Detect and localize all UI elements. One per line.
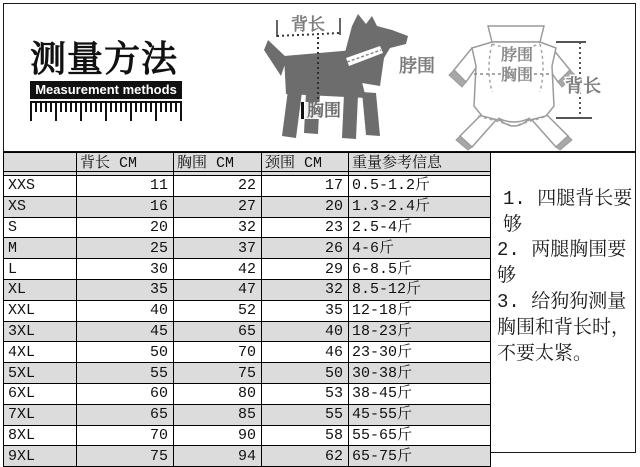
table-cell: 35 xyxy=(77,279,174,300)
table-cell: 38-45斤 xyxy=(349,383,491,404)
table-cell: 47 xyxy=(174,279,262,300)
table-row xyxy=(4,259,491,280)
table-cell: 50 xyxy=(262,363,349,384)
table-cell: 65 xyxy=(77,404,174,425)
table-cell: 22 xyxy=(174,176,262,197)
note-1: 1. 四腿背长要够 xyxy=(503,188,633,236)
table-row xyxy=(4,342,491,363)
table-cell: 1.3-2.4斤 xyxy=(349,196,491,217)
dog-diagram xyxy=(246,6,453,146)
table-row xyxy=(4,196,491,217)
table-cell: 94 xyxy=(174,446,262,467)
table-cell: 46 xyxy=(262,342,349,363)
table-cell: 6XL xyxy=(4,383,77,404)
table-cell: 30-38斤 xyxy=(349,363,491,384)
table-cell: 29 xyxy=(262,259,349,280)
size-table-body xyxy=(4,176,491,467)
table-cell: 70 xyxy=(174,342,262,363)
table-row xyxy=(4,383,491,404)
header-weight: 重量参考信息 xyxy=(349,153,491,176)
ruler-icon xyxy=(30,101,182,123)
table-cell: 9XL xyxy=(4,446,77,467)
table-cell: 85 xyxy=(174,404,262,425)
table-cell: 52 xyxy=(174,300,262,321)
table-cell: 4-6斤 xyxy=(349,238,491,259)
table-cell: 58 xyxy=(262,425,349,446)
table-cell: XS xyxy=(4,196,77,217)
table-row xyxy=(4,279,491,300)
table-cell: 17 xyxy=(262,176,349,197)
table-cell: 20 xyxy=(262,196,349,217)
table-row xyxy=(4,446,491,467)
table-row xyxy=(4,321,491,342)
table-cell: 25 xyxy=(77,238,174,259)
table-cell: 62 xyxy=(262,446,349,467)
table-cell: 75 xyxy=(174,363,262,384)
table-cell: 4XL xyxy=(4,342,77,363)
garment-outline-icon xyxy=(454,26,570,147)
table-cell: 27 xyxy=(174,196,262,217)
table-row xyxy=(4,404,491,425)
dog-chest-label: 胸围 xyxy=(307,101,341,120)
header-neck: 颈围 CM xyxy=(262,153,349,176)
table-cell: 70 xyxy=(77,425,174,446)
table-row xyxy=(4,217,491,238)
table-cell: 37 xyxy=(174,238,262,259)
table-cell: 8.5-12斤 xyxy=(349,279,491,300)
logo xyxy=(30,40,184,123)
table-cell: 20 xyxy=(77,217,174,238)
dog-neck-label: 脖围 xyxy=(399,56,435,76)
table-cell: XXL xyxy=(4,300,77,321)
logo-title: 测量方法 xyxy=(30,38,179,79)
table-cell: 55-65斤 xyxy=(349,425,491,446)
table-cell: 26 xyxy=(262,238,349,259)
garment-neck-label: 脖围 xyxy=(500,47,534,64)
table-cell: 2.5-4斤 xyxy=(349,217,491,238)
table-row xyxy=(4,176,491,197)
table-cell: 53 xyxy=(262,383,349,404)
table-row xyxy=(4,238,491,259)
table-cell: XXS xyxy=(4,176,77,197)
logo-subtitle: Measurement methods xyxy=(30,81,182,99)
table-cell: 40 xyxy=(77,300,174,321)
header-size xyxy=(4,153,77,176)
table-cell: 65-75斤 xyxy=(349,446,491,467)
table-cell: 3XL xyxy=(4,321,77,342)
table-cell: 8XL xyxy=(4,425,77,446)
table-cell: 90 xyxy=(174,425,262,446)
table-cell: 18-23斤 xyxy=(349,321,491,342)
table-cell: M xyxy=(4,238,77,259)
note-3: 3. 给狗狗测量胸围和背长时，不要太紧。 xyxy=(497,291,631,365)
table-row xyxy=(4,300,491,321)
table-cell: 55 xyxy=(77,363,174,384)
table-cell: 23-30斤 xyxy=(349,342,491,363)
table-cell: 75 xyxy=(77,446,174,467)
table-cell: 32 xyxy=(262,279,349,300)
garment-back-label: 背长 xyxy=(565,76,601,96)
table-row xyxy=(4,425,491,446)
table-cell: 0.5-1.2斤 xyxy=(349,176,491,197)
table-cell: 55 xyxy=(262,404,349,425)
table-cell: 50 xyxy=(77,342,174,363)
table-cell: 60 xyxy=(77,383,174,404)
dog-silhouette-icon xyxy=(264,14,408,139)
table-header-row xyxy=(4,153,491,176)
garment-chest-label: 胸围 xyxy=(500,67,534,84)
table-cell: 6-8.5斤 xyxy=(349,259,491,280)
header-back-length: 背长 CM xyxy=(77,153,174,176)
table-cell: 30 xyxy=(77,259,174,280)
header-chest: 胸围 CM xyxy=(174,153,262,176)
table-cell: 45-55斤 xyxy=(349,404,491,425)
table-cell: 45 xyxy=(77,321,174,342)
measure-tick xyxy=(301,102,304,119)
table-cell: 11 xyxy=(77,176,174,197)
table-cell: 32 xyxy=(174,217,262,238)
table-cell: 12-18斤 xyxy=(349,300,491,321)
garment-diagram xyxy=(448,14,620,152)
table-cell: L xyxy=(4,259,77,280)
table-cell: 23 xyxy=(262,217,349,238)
table-cell: 7XL xyxy=(4,404,77,425)
table-cell: XL xyxy=(4,279,77,300)
table-cell: 80 xyxy=(174,383,262,404)
size-table xyxy=(3,152,491,467)
table-cell: 16 xyxy=(77,196,174,217)
table-row xyxy=(4,363,491,384)
note-2: 2. 两腿胸围要够 xyxy=(497,239,627,287)
table-cell: 40 xyxy=(262,321,349,342)
table-cell: S xyxy=(4,217,77,238)
table-cell: 42 xyxy=(174,259,262,280)
table-cell: 5XL xyxy=(4,363,77,384)
dog-back-label: 背长 xyxy=(291,15,325,34)
table-cell: 65 xyxy=(174,321,262,342)
table-cell: 35 xyxy=(262,300,349,321)
